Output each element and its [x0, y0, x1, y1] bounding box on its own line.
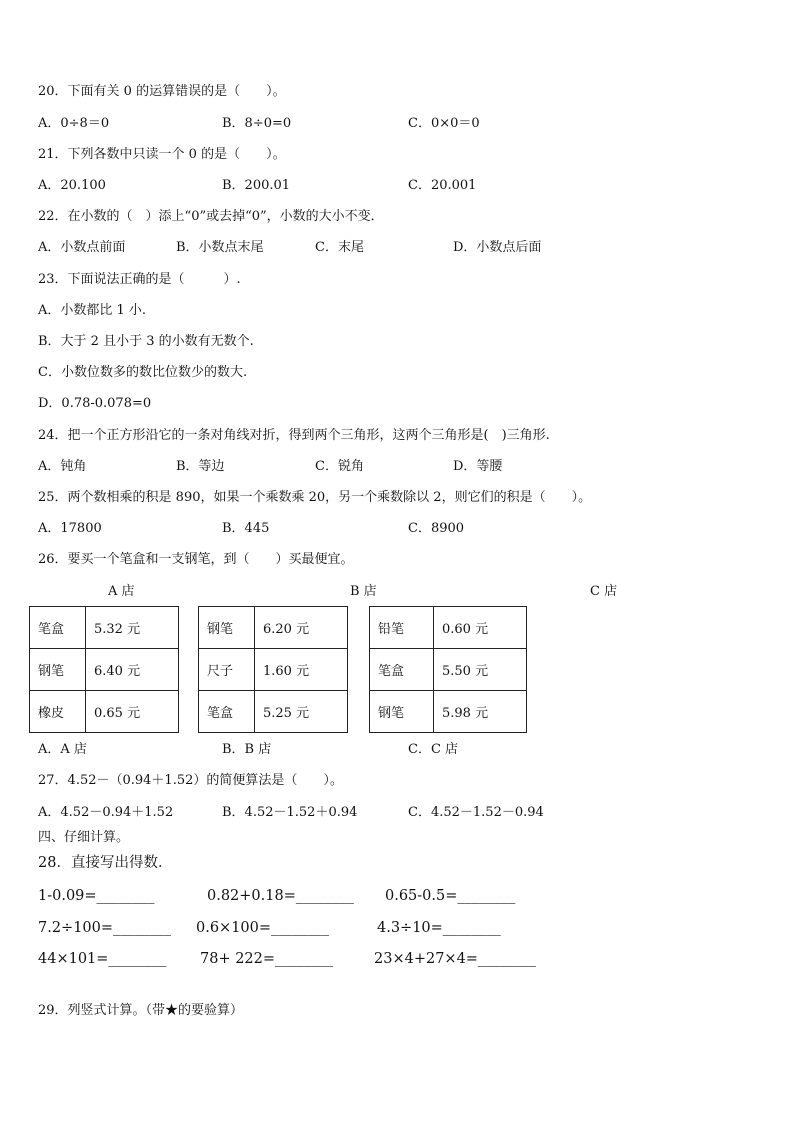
calc-item[interactable]: 44×101=________ — [38, 951, 167, 967]
calc-item[interactable]: 1-0.09=________ — [38, 888, 155, 904]
q24-option-a[interactable]: A．钝角 — [38, 459, 87, 474]
calc-item[interactable]: 78+ 222=________ — [200, 951, 334, 967]
table-row — [30, 607, 179, 649]
item-name: 笔盒 — [30, 607, 86, 649]
q25-option-c[interactable]: C．8900 — [408, 521, 465, 536]
q22-stem: 22．在小数的（ ）添上“0”或去掉“0”，小数的大小不变． — [38, 209, 384, 224]
calc-item[interactable]: 4.3÷10=________ — [377, 920, 501, 936]
item-price: 1.60 元 — [255, 649, 348, 691]
item-price: 5.32 元 — [86, 607, 179, 649]
q23-option-d[interactable]: D．0.78-0.078=0 — [38, 396, 152, 411]
shop-a-title: A 店 — [108, 584, 135, 599]
q21-option-c[interactable]: C．20.001 — [408, 178, 477, 193]
table-row — [199, 607, 348, 649]
q23-option-c[interactable]: C．小数位数多的数比位数少的数大. — [38, 365, 248, 380]
q27-option-c[interactable]: C．4.52－1.52－0.94 — [408, 805, 544, 820]
item-name: 铅笔 — [370, 607, 434, 649]
q26-stem: 26．要买一个笔盒和一支钢笔，到（ ）买最便宜。 — [38, 552, 354, 567]
shop-b-price-table — [198, 606, 348, 733]
q25-stem: 25．两个数相乘的积是 890，如果一个乘数乘 20，另一个乘数除以 2，则它们的积是（ ）。 — [38, 490, 592, 505]
q28-stem: 28．直接写出得数． — [38, 855, 173, 871]
q27-option-a[interactable]: A．4.52－0.94＋1.52 — [38, 805, 174, 820]
item-name: 笔盒 — [370, 649, 434, 691]
q20-option-c[interactable]: C．0×0＝0 — [408, 116, 480, 131]
q26-option-b[interactable]: B．B 店 — [222, 742, 272, 757]
q26-option-a[interactable]: A．A 店 — [38, 742, 87, 757]
item-price: 5.50 元 — [434, 649, 527, 691]
item-price: 0.65 元 — [86, 691, 179, 733]
q20-option-a[interactable]: A．0÷8＝0 — [38, 116, 110, 131]
shop-c-price-table — [369, 606, 527, 733]
shop-b-title: B 店 — [350, 584, 377, 599]
item-name: 钢笔 — [370, 691, 434, 733]
q24-stem: 24．把一个正方形沿它的一条对角线对折，得到两个三角形，这两个三角形是( )三角形. — [38, 428, 550, 443]
table-row — [370, 649, 527, 691]
table-row — [370, 607, 527, 649]
q23-stem: 23．下面说法正确的是（ ）. — [38, 272, 241, 287]
q25-option-b[interactable]: B．445 — [222, 521, 270, 536]
calc-item[interactable]: 0.82+0.18=________ — [207, 888, 354, 904]
item-price: 5.98 元 — [434, 691, 527, 733]
item-name: 笔盒 — [199, 691, 255, 733]
item-price: 0.60 元 — [434, 607, 527, 649]
q27-option-b[interactable]: B．4.52－1.52＋0.94 — [222, 805, 358, 820]
q24-option-d[interactable]: D．等腰 — [453, 459, 503, 474]
q22-option-c[interactable]: C．末尾 — [315, 240, 364, 255]
shop-a-price-table — [29, 606, 179, 733]
item-price: 6.40 元 — [86, 649, 179, 691]
q24-option-b[interactable]: B．等边 — [176, 459, 225, 474]
table-row — [199, 649, 348, 691]
section-heading: 四、仔细计算。 — [38, 830, 130, 845]
q21-option-a[interactable]: A．20.100 — [38, 178, 106, 193]
q22-option-d[interactable]: D．小数点后面 — [453, 240, 542, 255]
q22-option-b[interactable]: B．小数点末尾 — [176, 240, 264, 255]
q23-option-b[interactable]: B．大于 2 且小于 3 的小数有无数个. — [38, 334, 254, 349]
q26-option-c[interactable]: C．C 店 — [408, 742, 459, 757]
table-row — [199, 691, 348, 733]
calc-item[interactable]: 0.6×100=________ — [196, 920, 330, 936]
item-name: 尺子 — [199, 649, 255, 691]
q22-option-a[interactable]: A．小数点前面 — [38, 240, 126, 255]
q20-option-b[interactable]: B．8÷0=0 — [222, 116, 292, 131]
item-name: 钢笔 — [30, 649, 86, 691]
q25-option-a[interactable]: A．17800 — [38, 521, 102, 536]
item-price: 6.20 元 — [255, 607, 348, 649]
q27-stem: 27．4.52－（0.94＋1.52）的简便算法是（ ）。 — [38, 773, 343, 788]
calc-item[interactable]: 7.2÷100=________ — [38, 920, 172, 936]
table-row — [370, 691, 527, 733]
q21-stem: 21．下列各数中只读一个 0 的是（ ）。 — [38, 147, 286, 162]
item-price: 5.25 元 — [255, 691, 348, 733]
q20-stem: 20．下面有关 0 的运算错误的是（ ）。 — [38, 84, 286, 99]
table-row — [30, 691, 179, 733]
calc-item[interactable]: 0.65-0.5=________ — [385, 888, 516, 904]
shop-c-title: C 店 — [590, 584, 618, 599]
q24-option-c[interactable]: C．锐角 — [315, 459, 364, 474]
item-name: 钢笔 — [199, 607, 255, 649]
q29-stem: 29．列竖式计算。（带★的要验算） — [38, 1003, 244, 1018]
q23-option-a[interactable]: A．小数都比 1 小. — [38, 303, 147, 318]
item-name: 橡皮 — [30, 691, 86, 733]
q21-option-b[interactable]: B．200.01 — [222, 178, 291, 193]
table-row — [30, 649, 179, 691]
calc-item[interactable]: 23×4+27×4=________ — [374, 951, 536, 967]
